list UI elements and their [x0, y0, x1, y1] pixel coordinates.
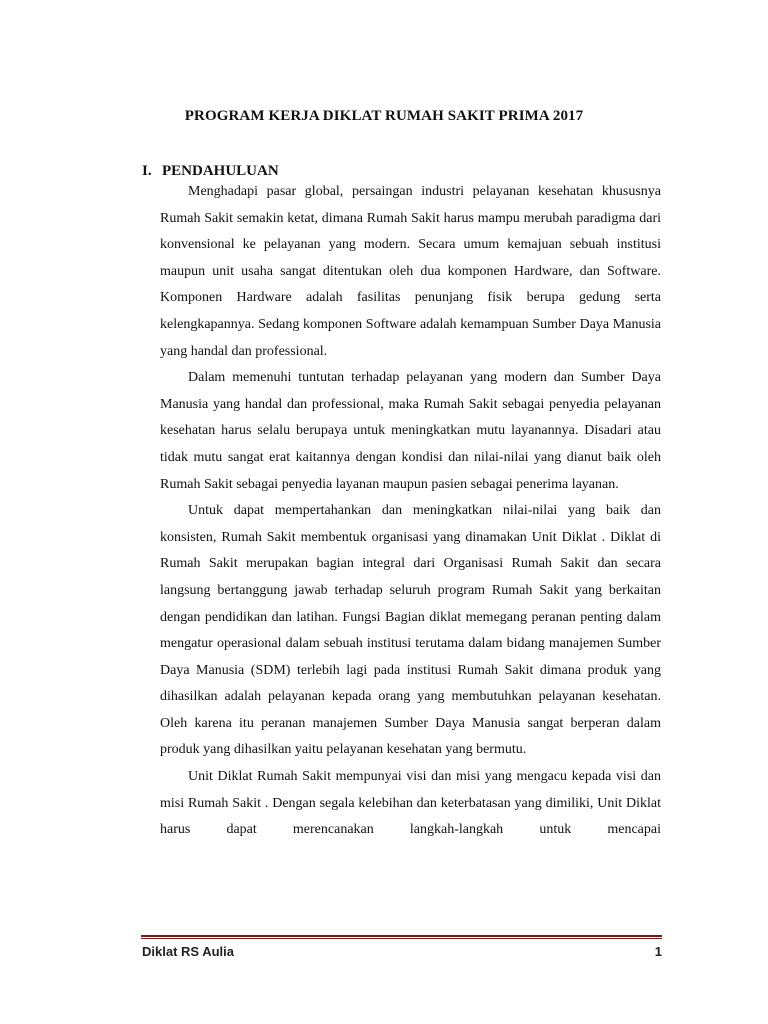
paragraph-4: Unit Diklat Rumah Sakit mempunyai visi dan misi yang mengacu kepada visi dan misi Rumah Sakit . Dengan segala kelebihan dan keterbatasan yang dimiliki, Unit Diklat harus dapat merencanakan langkah-langkah untuk mencapai [160, 769, 661, 838]
body-text [160, 179, 661, 844]
section-number: I. [142, 163, 152, 179]
paragraph-2: Dalam memenuhi tuntutan terhadap pelayanan yang modern dan Sumber Daya Manusia yang handal dan professional, maka Rumah Sakit sebagai penyedia pelayanan kesehatan harus selalu berupaya untuk meningkatkan mutu layanannya. Disadari atau tidak mutu sangat erat kaitannya dengan kondisi dan nilai-nilai yang dianut baik oleh Rumah Sakit sebagai penyedia layanan maupun pasien sebagai penerima layanan. [160, 370, 661, 492]
document-title: PROGRAM KERJA DIKLAT RUMAH SAKIT PRIMA 2017 [184, 108, 584, 124]
section-title: PENDAHULUAN [162, 163, 279, 179]
page-number: 1 [654, 944, 662, 959]
section-heading [142, 163, 279, 180]
paragraph-3: Untuk dapat mempertahankan dan meningkatkan nilai-nilai yang baik dan konsisten, Rumah Sakit membentuk organisasi yang dinamakan Unit Diklat . Diklat di Rumah Sakit merupakan bagian integral dari Organisasi Rumah Sakit dan secara langsung bertanggung jawab terhadap seluruh program Rumah Sakit yang berkaitan dengan pendidikan dan latihan. Fungsi Bagian diklat memegang peranan penting dalam mengatur operasional dalam sebuah institusi terutama dalam bidang manajemen Sumber Daya Manusia (SDM) terlebih lagi pada institusi Rumah Sakit dimana produk yang dihasilkan adalah pelayanan kepada orang yang membutuhkan pelayanan kesehatan. Oleh karena itu peranan manajemen Sumber Daya Manusia sangat berperan dalam produk yang dihasilkan yaitu pelayanan kesehatan yang bermutu. [160, 503, 661, 758]
paragraph-1: Menghadapi pasar global, persaingan industri pelayanan kesehatan khususnya Rumah Sakit semakin ketat, dimana Rumah Sakit harus mampu merubah paradigma dari konvensional ke pelayanan yang modern. Secara umum kemajuan sebuah institusi maupun unit usaha sangat ditentukan oleh dua komponen Hardware, dan Software. Komponen Hardware adalah fasilitas penunjang fisik berupa gedung serta kelengkapannya. Sedang komponen Software adalah kemampuan Sumber Daya Manusia yang handal dan professional. [160, 184, 661, 359]
footer-label: Diklat RS Aulia [142, 944, 234, 959]
footer-divider [141, 935, 662, 939]
